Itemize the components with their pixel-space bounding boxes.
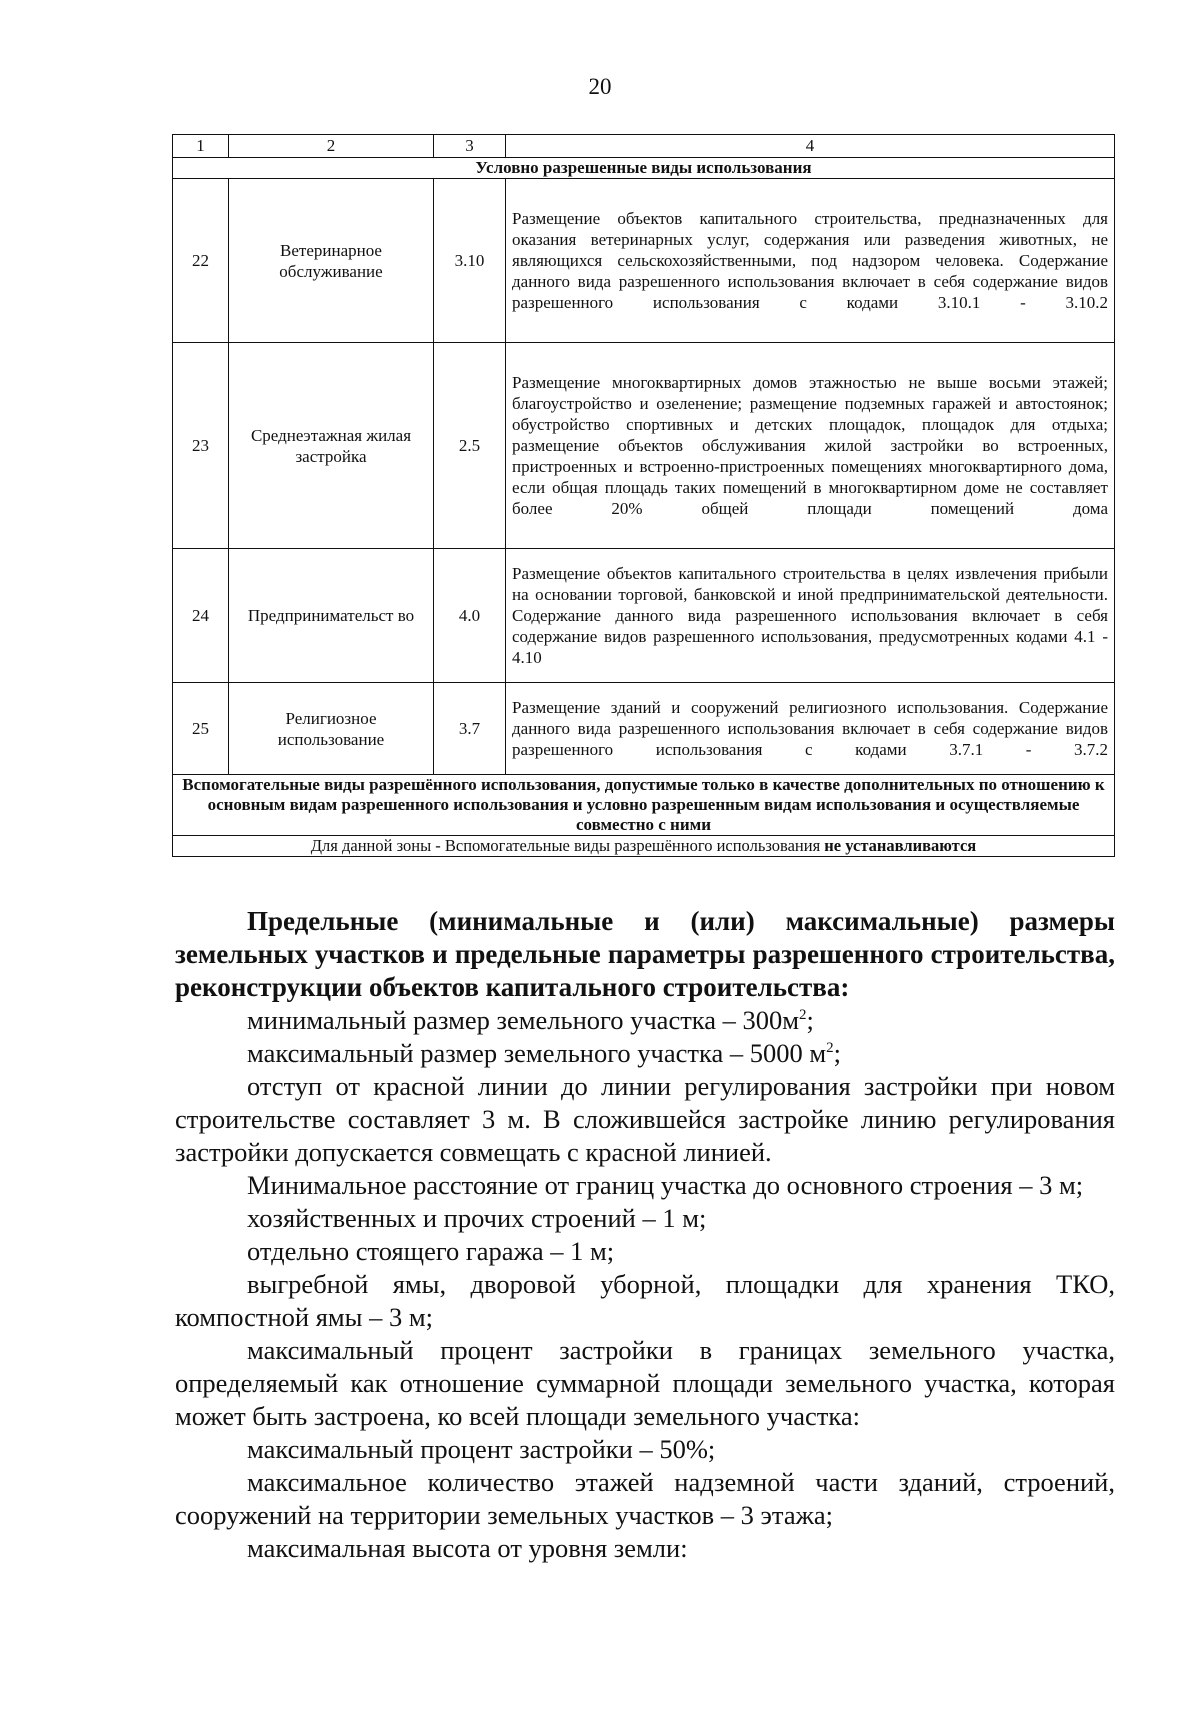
use-code: 2.5 bbox=[434, 343, 506, 549]
section-title: Условно разрешенные виды использования bbox=[173, 158, 1115, 179]
table-row bbox=[173, 549, 1115, 683]
aux-note-bold: не устанавливаются bbox=[824, 836, 977, 855]
use-name: Предпринимательст во bbox=[229, 549, 434, 683]
column-header: 3 bbox=[434, 135, 506, 158]
permitted-use-table bbox=[172, 134, 1115, 857]
column-header-row bbox=[173, 135, 1115, 158]
min-plot-size: минимальный размер земельного участка – $300м^2$; bbox=[247, 1005, 814, 1035]
aux-note-prefix: Для данной зоны - Вспомогательные виды разрешённого использования bbox=[310, 836, 825, 855]
use-name: Религиозное использование bbox=[229, 683, 434, 775]
use-description: Размещение объектов капитального строительства в целях извлечения прибыли на основании торговой, банковской и иной предпринимательской деятельности. Содержание данного вида разрешенного использования включает в себя содержание видов разрешенного использования, предусмотренных кодами 4.1 - 4.10 bbox=[506, 549, 1115, 683]
garage-distance: отдельно стоящего гаража – 1 м; bbox=[247, 1236, 615, 1266]
use-description: Размещение многоквартирных домов этажностью не выше восьми этажей; благоустройство и озеленение; размещение подземных гаражей и автостоянок; обустройство спортивных и детских площадок, площадок для отдыха; размещение объектов обслуживания жилой застройки во встроенных, пристроенных и встроенно-пристроенных помещениях многоквартирного дома, если общая площадь таких помещений в многоквартирном доме не составляет более 20% общей площади помещений дома bbox=[506, 343, 1115, 549]
row-number: 22 bbox=[173, 179, 229, 343]
max-floors: максимальное количество этажей надземной части зданий, строений, сооружений на территории земельных участков – 3 этажа; bbox=[175, 1467, 1115, 1530]
section-heading: Предельные (минимальные и (или) максимальные) размеры земельных участков и предельные параметры разрешенного строительства, реконструкции объектов капитального строительства: bbox=[175, 906, 1115, 1002]
cesspit-distance: выгребной ямы, дворовой уборной, площадки для хранения ТКО, компостной ямы – 3 м; bbox=[175, 1269, 1115, 1332]
max-percent: максимальный процент застройки – 50%; bbox=[247, 1434, 716, 1464]
aux-note bbox=[173, 836, 1115, 857]
use-code: 3.10 bbox=[434, 179, 506, 343]
use-name: Среднеэтажная жилая застройка bbox=[229, 343, 434, 549]
use-description: Размещение объектов капитального строительства, предназначенных для оказания ветеринарных услуг, содержания или разведения животных, не являющихся сельскохозяйственными, под надзором человека. Содержание данного вида разрешенного использования включает в себя содержание видов разрешенного использования с кодами 3.10.1 - 3.10.2 bbox=[506, 179, 1115, 343]
table-row bbox=[173, 343, 1115, 549]
row-number: 24 bbox=[173, 549, 229, 683]
use-code: 3.7 bbox=[434, 683, 506, 775]
max-percent-definition: максимальный процент застройки в границах земельного участка, определяемый как отношение суммарной площади земельного участка, которая может быть застроена, ко всей площади земельного участка: bbox=[175, 1335, 1115, 1431]
body-text bbox=[175, 905, 1115, 1565]
page-number: 20 bbox=[588, 74, 612, 99]
row-number: 25 bbox=[173, 683, 229, 775]
use-code: 4.0 bbox=[434, 549, 506, 683]
row-number: 23 bbox=[173, 343, 229, 549]
red-line-setback: отступ от красной линии до линии регулирования застройки при новом строительстве составляет 3 м. В сложившейся застройке линию регулирования застройки допускается совмещать с красной линией. bbox=[175, 1071, 1115, 1167]
column-header: 2 bbox=[229, 135, 434, 158]
aux-title-row bbox=[173, 775, 1115, 836]
min-distance: Минимальное расстояние от границ участка до основного строения – 3 м; bbox=[247, 1170, 1084, 1200]
use-name: Ветеринарное обслуживание bbox=[229, 179, 434, 343]
column-header: 4 bbox=[506, 135, 1115, 158]
aux-title: Вспомогательные виды разрешённого использования, допустимые только в качестве дополнительных по отношению к основным видам разрешенного использования и условно разрешенным видам использования и осуществляемые совместно с ними bbox=[173, 775, 1115, 836]
max-height: максимальная высота от уровня земли: bbox=[247, 1533, 688, 1563]
max-plot-size: максимальный размер земельного участка – 5000 $м^2$; bbox=[247, 1038, 841, 1068]
table-row bbox=[173, 179, 1115, 343]
column-header: 1 bbox=[173, 135, 229, 158]
aux-note-row bbox=[173, 836, 1115, 857]
outbuildings-distance: хозяйственных и прочих строений – 1 м; bbox=[247, 1203, 707, 1233]
use-description: Размещение зданий и сооружений религиозного использования. Содержание данного вида разрешенного использования включает в себя содержание видов разрешенного использования с кодами 3.7.1 - 3.7.2 bbox=[506, 683, 1115, 775]
section-title-row bbox=[173, 158, 1115, 179]
table-row bbox=[173, 683, 1115, 775]
